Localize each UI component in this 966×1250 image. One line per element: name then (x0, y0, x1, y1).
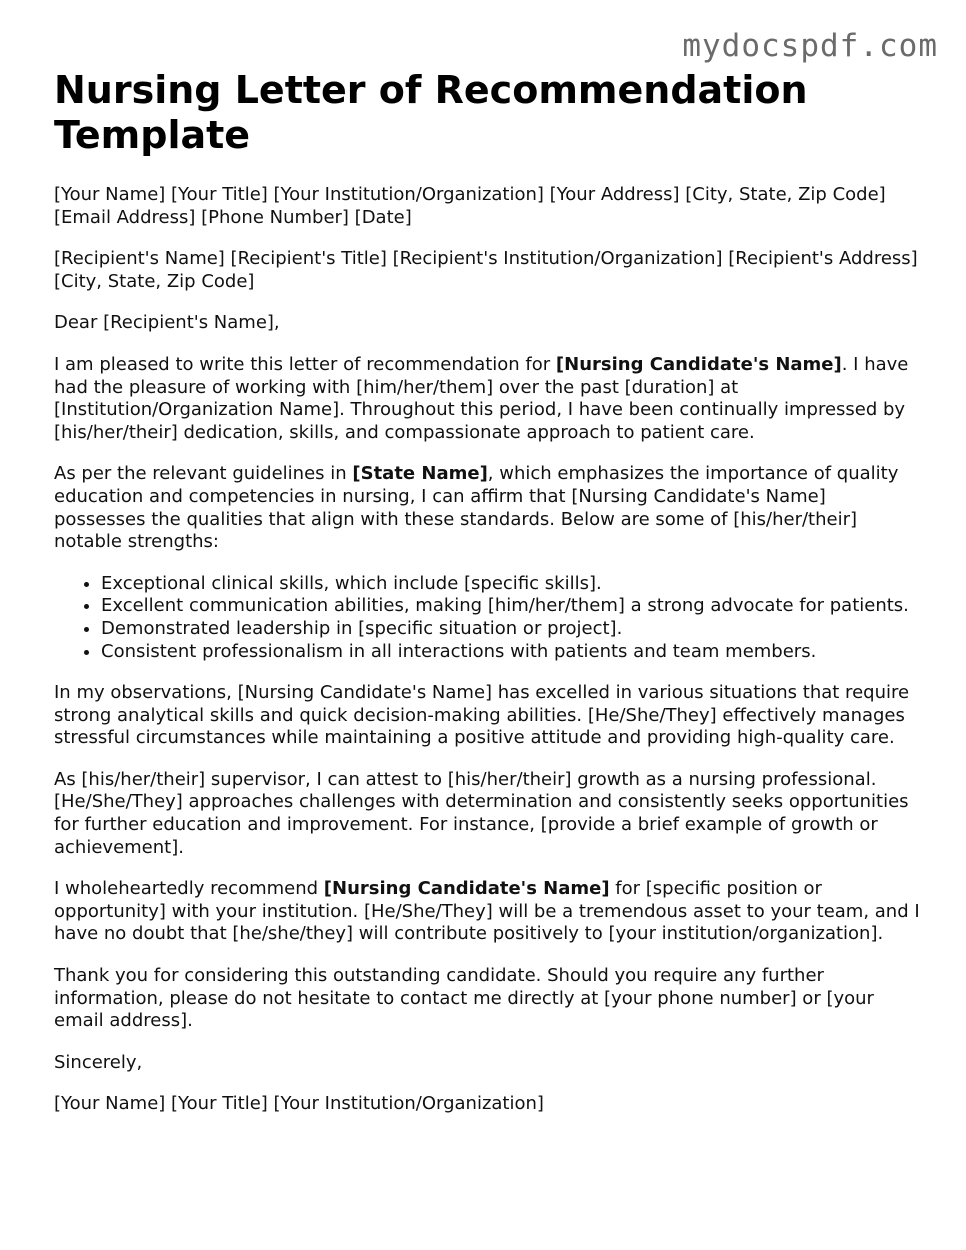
guidelines-text-after: , which emphasizes the importance of quality education and competencies in nursing, I can affirm that [Nursing Candidate's Name] possesses the qualities that align with these standards. Below are some of [his/her/their] notable strengths: (54, 463, 899, 553)
guidelines-paragraph (54, 463, 920, 553)
observations-paragraph: In my observations, [Nursing Candidate's Name] has excelled in various situations that require strong analytical skills and quick decision-making abilities. [He/She/They] effectively manages stressful circumstances while maintaining a positive attitude and providing high-quality care. (54, 682, 910, 749)
document-page (54, 68, 920, 1135)
growth-paragraph: As [his/her/their] supervisor, I can attest to [his/her/their] growth as a nursing professional. [He/She/They] approaches challenges with determination and consistently seeks opportunities for further education and improvement. For instance, [provide a brief example of growth or achievement]. (54, 768, 909, 858)
intro-text-after: . I have had the pleasure of working with [him/her/them] over the past [duration] at [Institution/Organization Name]. Throughout this period, I have been continually impressed by [his/her/their] dedication, skills, and compassionate approach to patient care. (54, 353, 909, 443)
state-name-bold: [State Name] (352, 463, 488, 485)
thank-you-paragraph: Thank you for considering this outstanding candidate. Should you require any further information, please do not hesitate to contact me directly at [your phone number] or [your email address]. (54, 965, 874, 1032)
list-item: • Consistent professionalism in all interactions with patients and team members. (101, 641, 920, 664)
candidate-name-bold: [Nursing Candidate's Name] (555, 353, 842, 375)
salutation: Dear [Recipient's Name], (54, 312, 280, 334)
signature-block: [Your Name] [Your Title] [Your Institution/Organization] (54, 1093, 544, 1115)
list-item: • Exceptional clinical skills, which include [specific skills]. (101, 573, 920, 596)
watermark: mydocspdf.com (682, 28, 938, 64)
intro-text-before: I am pleased to write this letter of recommendation for (54, 353, 556, 375)
sender-block: [Your Name] [Your Title] [Your Institution/Organization] [Your Address] [City, State, Zip Code] [Email Address] [Phone Number] [Date] (54, 184, 886, 228)
guidelines-text-before: As per the relevant guidelines in (54, 463, 353, 485)
recipient-block: [Recipient's Name] [Recipient's Title] [Recipient's Institution/Organization] [Recipient's Address] [City, State, Zip Code] (54, 248, 918, 292)
recommendation-paragraph (54, 878, 920, 946)
closing: Sincerely, (54, 1051, 143, 1073)
recommendation-text-after: for [specific position or opportunity] with your institution. [He/She/They] will be a tremendous asset to your team, and I have no doubt that [he/she/they] will contribute positively to [your institution/organization]. (54, 878, 920, 945)
list-item: • Excellent communication abilities, making [him/her/them] a strong advocate for patients. (101, 595, 920, 618)
intro-paragraph (54, 354, 920, 444)
recommendation-text-before: I wholeheartedly recommend (54, 878, 324, 900)
list-item: • Demonstrated leadership in [specific situation or project]. (101, 618, 920, 641)
candidate-name-bold: [Nursing Candidate's Name] (323, 878, 610, 900)
strengths-list (54, 573, 920, 663)
document-title: Nursing Letter of Recommendation Template (54, 68, 808, 157)
